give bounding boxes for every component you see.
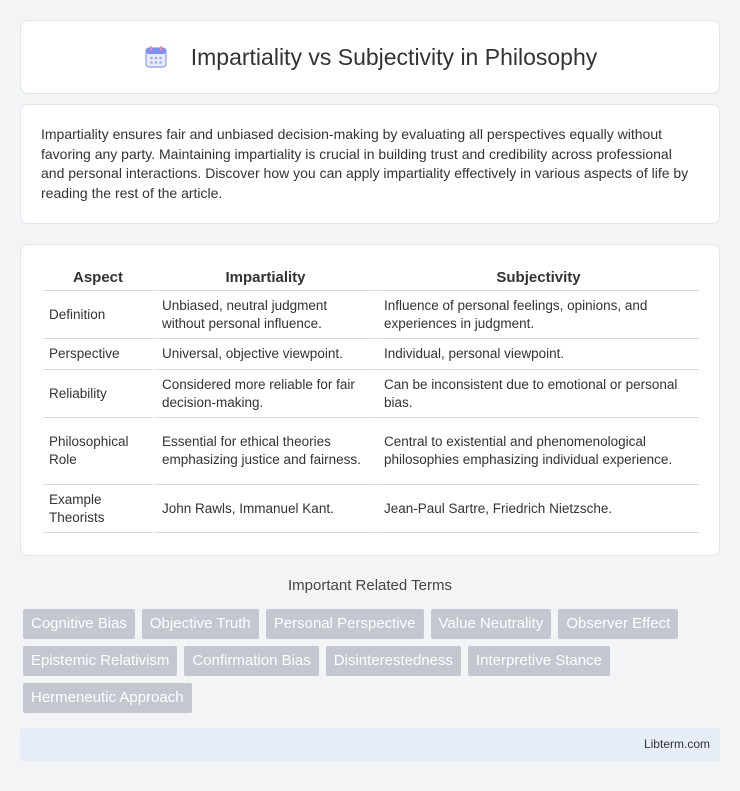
column-header: Impartiality — [153, 265, 375, 291]
table-cell: Universal, objective viewpoint. — [153, 339, 375, 370]
related-term-tag[interactable]: Hermeneutic Approach — [23, 683, 192, 713]
related-terms-title: Important Related Terms — [288, 577, 452, 594]
table-cell: Philosophical Role — [43, 418, 153, 485]
page-title: Impartiality vs Subjectivity in Philosophy — [190, 43, 598, 70]
intro-card — [20, 104, 720, 224]
table-header-row — [43, 265, 699, 291]
table-cell: John Rawls, Immanuel Kant. — [153, 485, 375, 533]
footer-bar — [20, 728, 720, 761]
table-cell: Considered more reliable for fair decision-making. — [153, 370, 375, 418]
related-term-tag[interactable]: Interpretive Stance — [468, 646, 610, 676]
calendar-icon — [143, 44, 169, 70]
footer-site-link[interactable]: Libterm.com — [643, 737, 710, 751]
comparison-table-card — [20, 244, 720, 556]
related-term-tag[interactable]: Observer Effect — [558, 609, 678, 639]
table-row — [43, 485, 699, 533]
table-cell: Definition — [43, 291, 153, 339]
table-row — [43, 370, 699, 418]
column-header: Subjectivity — [375, 265, 699, 291]
related-term-tag[interactable]: Cognitive Bias — [23, 609, 135, 639]
related-term-tag[interactable]: Epistemic Relativism — [23, 646, 177, 676]
table-row — [43, 339, 699, 370]
table-cell: Individual, personal viewpoint. — [375, 339, 699, 370]
related-term-tag[interactable]: Personal Perspective — [266, 609, 424, 639]
column-header: Aspect — [43, 265, 153, 291]
related-term-tag[interactable]: Objective Truth — [142, 609, 259, 639]
table-row — [43, 291, 699, 339]
table-cell: Perspective — [43, 339, 153, 370]
table-cell: Can be inconsistent due to emotional or personal bias. — [375, 370, 699, 418]
table-cell: Example Theorists — [43, 485, 153, 533]
table-row — [43, 418, 699, 485]
table-cell: Unbiased, neutral judgment without personal influence. — [153, 291, 375, 339]
table-cell: Essential for ethical theories emphasizing justice and fairness. — [153, 418, 375, 485]
intro-text: Impartiality ensures fair and unbiased decision-making by evaluating all perspectives equally without favoring any party. Maintaining impartiality is crucial in building trust and credibility across professional and personal interactions. Discover how you can apply impartiality effectively in various aspects of life by reading the rest of the article. — [41, 126, 689, 201]
related-terms-list — [23, 609, 723, 713]
related-term-tag[interactable]: Disinterestedness — [326, 646, 461, 676]
header-card — [20, 20, 720, 94]
table-cell: Reliability — [43, 370, 153, 418]
table-cell: Influence of personal feelings, opinions, and experiences in judgment. — [375, 291, 699, 339]
comparison-table — [43, 265, 699, 533]
related-term-tag[interactable]: Value Neutrality — [431, 609, 552, 639]
related-term-tag[interactable]: Confirmation Bias — [184, 646, 318, 676]
table-cell: Central to existential and phenomenological philosophies emphasizing individual experience. — [375, 418, 699, 485]
table-cell: Jean-Paul Sartre, Friedrich Nietzsche. — [375, 485, 699, 533]
